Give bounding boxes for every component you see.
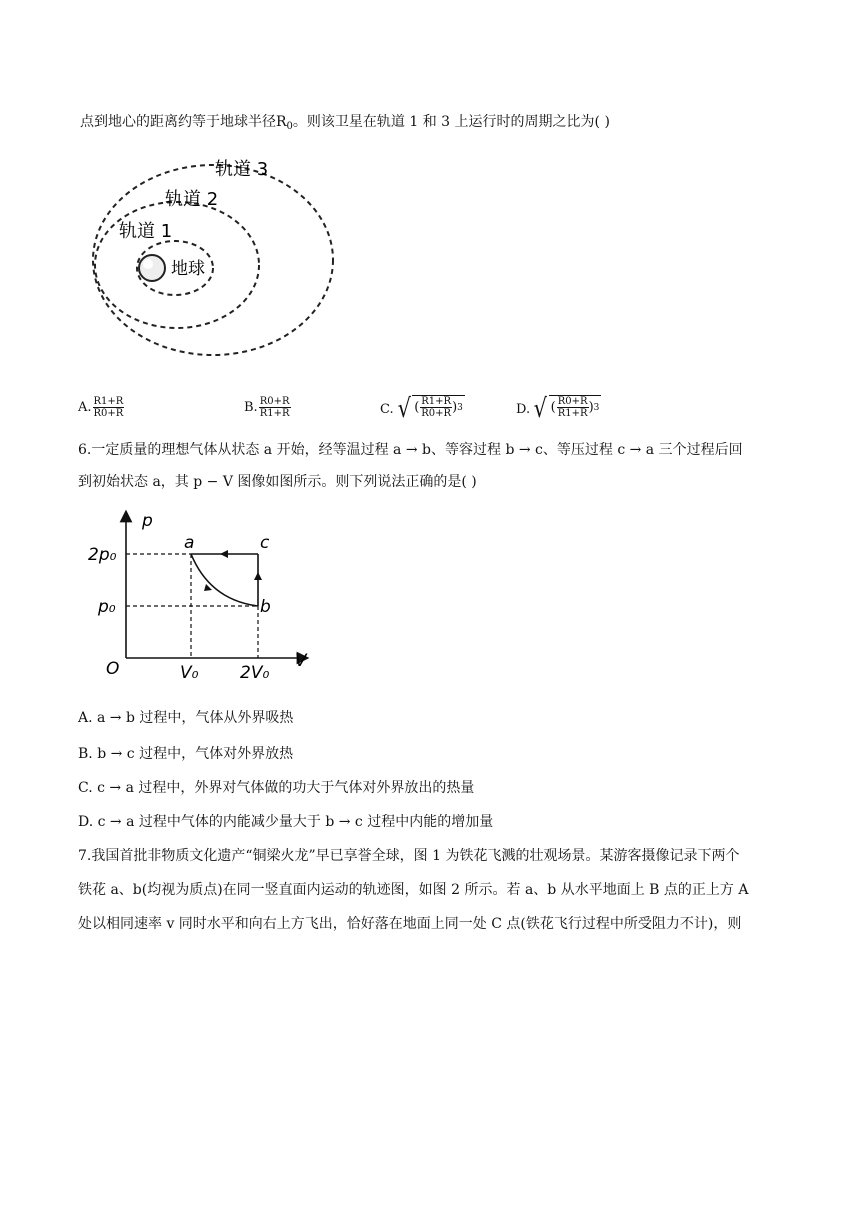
q5-option-b[interactable] [244, 396, 291, 419]
q5-stem-sub: 0 [286, 121, 293, 132]
process-ab-curve [191, 554, 258, 606]
option-b-label: B. [244, 400, 258, 415]
q5-option-d[interactable] [516, 396, 601, 422]
option-b-numerator: R0+R [259, 396, 290, 407]
earth-label: 地球 [171, 259, 205, 279]
point-b-label: b [260, 597, 271, 617]
option-a-label: A. [78, 400, 92, 415]
option-c-exponent: 3 [457, 402, 463, 413]
q6-stem-line-1: 6.一定质量的理想气体从状态 a 开始，经等温过程 a → b、等容过程 b → c、等压过程 c → a 三个过程后回 [78, 442, 743, 458]
point-c-label: c [260, 533, 270, 553]
pv-graph [88, 510, 318, 685]
option-d-denominator: R1+R [557, 408, 588, 419]
option-b-fraction [259, 396, 291, 419]
sqrt-icon: √ [533, 394, 548, 424]
q5-option-a[interactable] [78, 396, 124, 419]
process-ca-arrow [220, 550, 228, 558]
orbit-1-label: 轨道 1 [119, 221, 173, 242]
option-a-numerator: R1+R [93, 396, 124, 407]
orbit-diagram [85, 150, 345, 370]
sqrt-icon: √ [397, 394, 411, 424]
option-a-fraction [93, 396, 125, 419]
point-a-label: a [184, 533, 195, 553]
option-a-denominator: R0+R [93, 408, 124, 419]
q7-stem-line-1: 7.我国首批非物质文化遗产“铜梁火龙”早已享誉全球，图 1 为铁花飞溅的壮观场景。某游客摄像记录下两个 [78, 848, 740, 864]
tick-p0: p₀ [98, 597, 116, 617]
option-c-sqrt: √ ( $\frac{R1+R}{R0+R}$ ) 3 [397, 394, 463, 424]
q5-stem-text: 点到地心的距离约等于地球半径R [80, 114, 287, 130]
option-d-exponent: 3 [593, 402, 600, 413]
tick-2v0: 2V₀ [240, 663, 270, 683]
option-d-sqrt: √ ( $\frac{R0+R}{R1+R}$ ) 3 [533, 394, 600, 424]
option-c-numerator: R1+R [421, 396, 452, 407]
option-c-denominator: R0+R [421, 408, 452, 419]
q5-stem-line [80, 112, 610, 137]
q6-option-a[interactable]: A. a → b 过程中，气体从外界吸热 [78, 710, 294, 726]
tick-2p0: 2p₀ [88, 545, 117, 565]
q6-option-c[interactable]: C. c → a 过程中，外界对气体做的功大于气体对外界放出的热量 [78, 780, 475, 796]
option-c-label: C. [380, 401, 394, 417]
option-b-denominator: R1+R [259, 408, 290, 419]
q5-stem-text-post: 。则该卫星在轨道 1 和 3 上运行时的周期之比为( ) [292, 114, 610, 130]
process-bc-arrow [254, 572, 262, 580]
option-d-numerator: R0+R [557, 396, 588, 407]
q7-stem-line-2: 铁花 a、b(均视为质点)在同一竖直面内运动的轨迹图，如图 2 所示。若 a、b 从水平地面上 B 点的正上方 A [78, 882, 749, 898]
option-d-label: D. [516, 401, 531, 417]
q5-option-c[interactable] [380, 396, 465, 422]
q6-stem-line-2: 到初始状态 a，其 p − V 图像如图所示。则下列说法正确的是( ) [78, 474, 477, 490]
p-axis-label: p [142, 511, 153, 531]
earth-circle [139, 255, 165, 281]
earth-highlight [143, 259, 153, 269]
orbit-3-label: 轨道 3 [215, 159, 269, 180]
tick-v0: V₀ [180, 663, 199, 683]
q6-option-d[interactable]: D. c → a 过程中气体的内能减少量大于 b → c 过程中内能的增加量 [78, 814, 494, 830]
origin-label: O [106, 659, 120, 679]
option-d-fraction [557, 396, 589, 419]
v-axis-label: V [295, 651, 307, 671]
q7-stem-line-3: 处以相同速率 v 同时水平和向右上方飞出，恰好落在地面上同一处 C 点(铁花飞行过程中所受阻力不计)，则 [78, 916, 742, 932]
q6-option-b[interactable]: B. b → c 过程中，气体对外界放热 [78, 746, 294, 762]
orbit-2-label: 轨道 2 [165, 189, 219, 210]
option-c-fraction [420, 396, 452, 419]
